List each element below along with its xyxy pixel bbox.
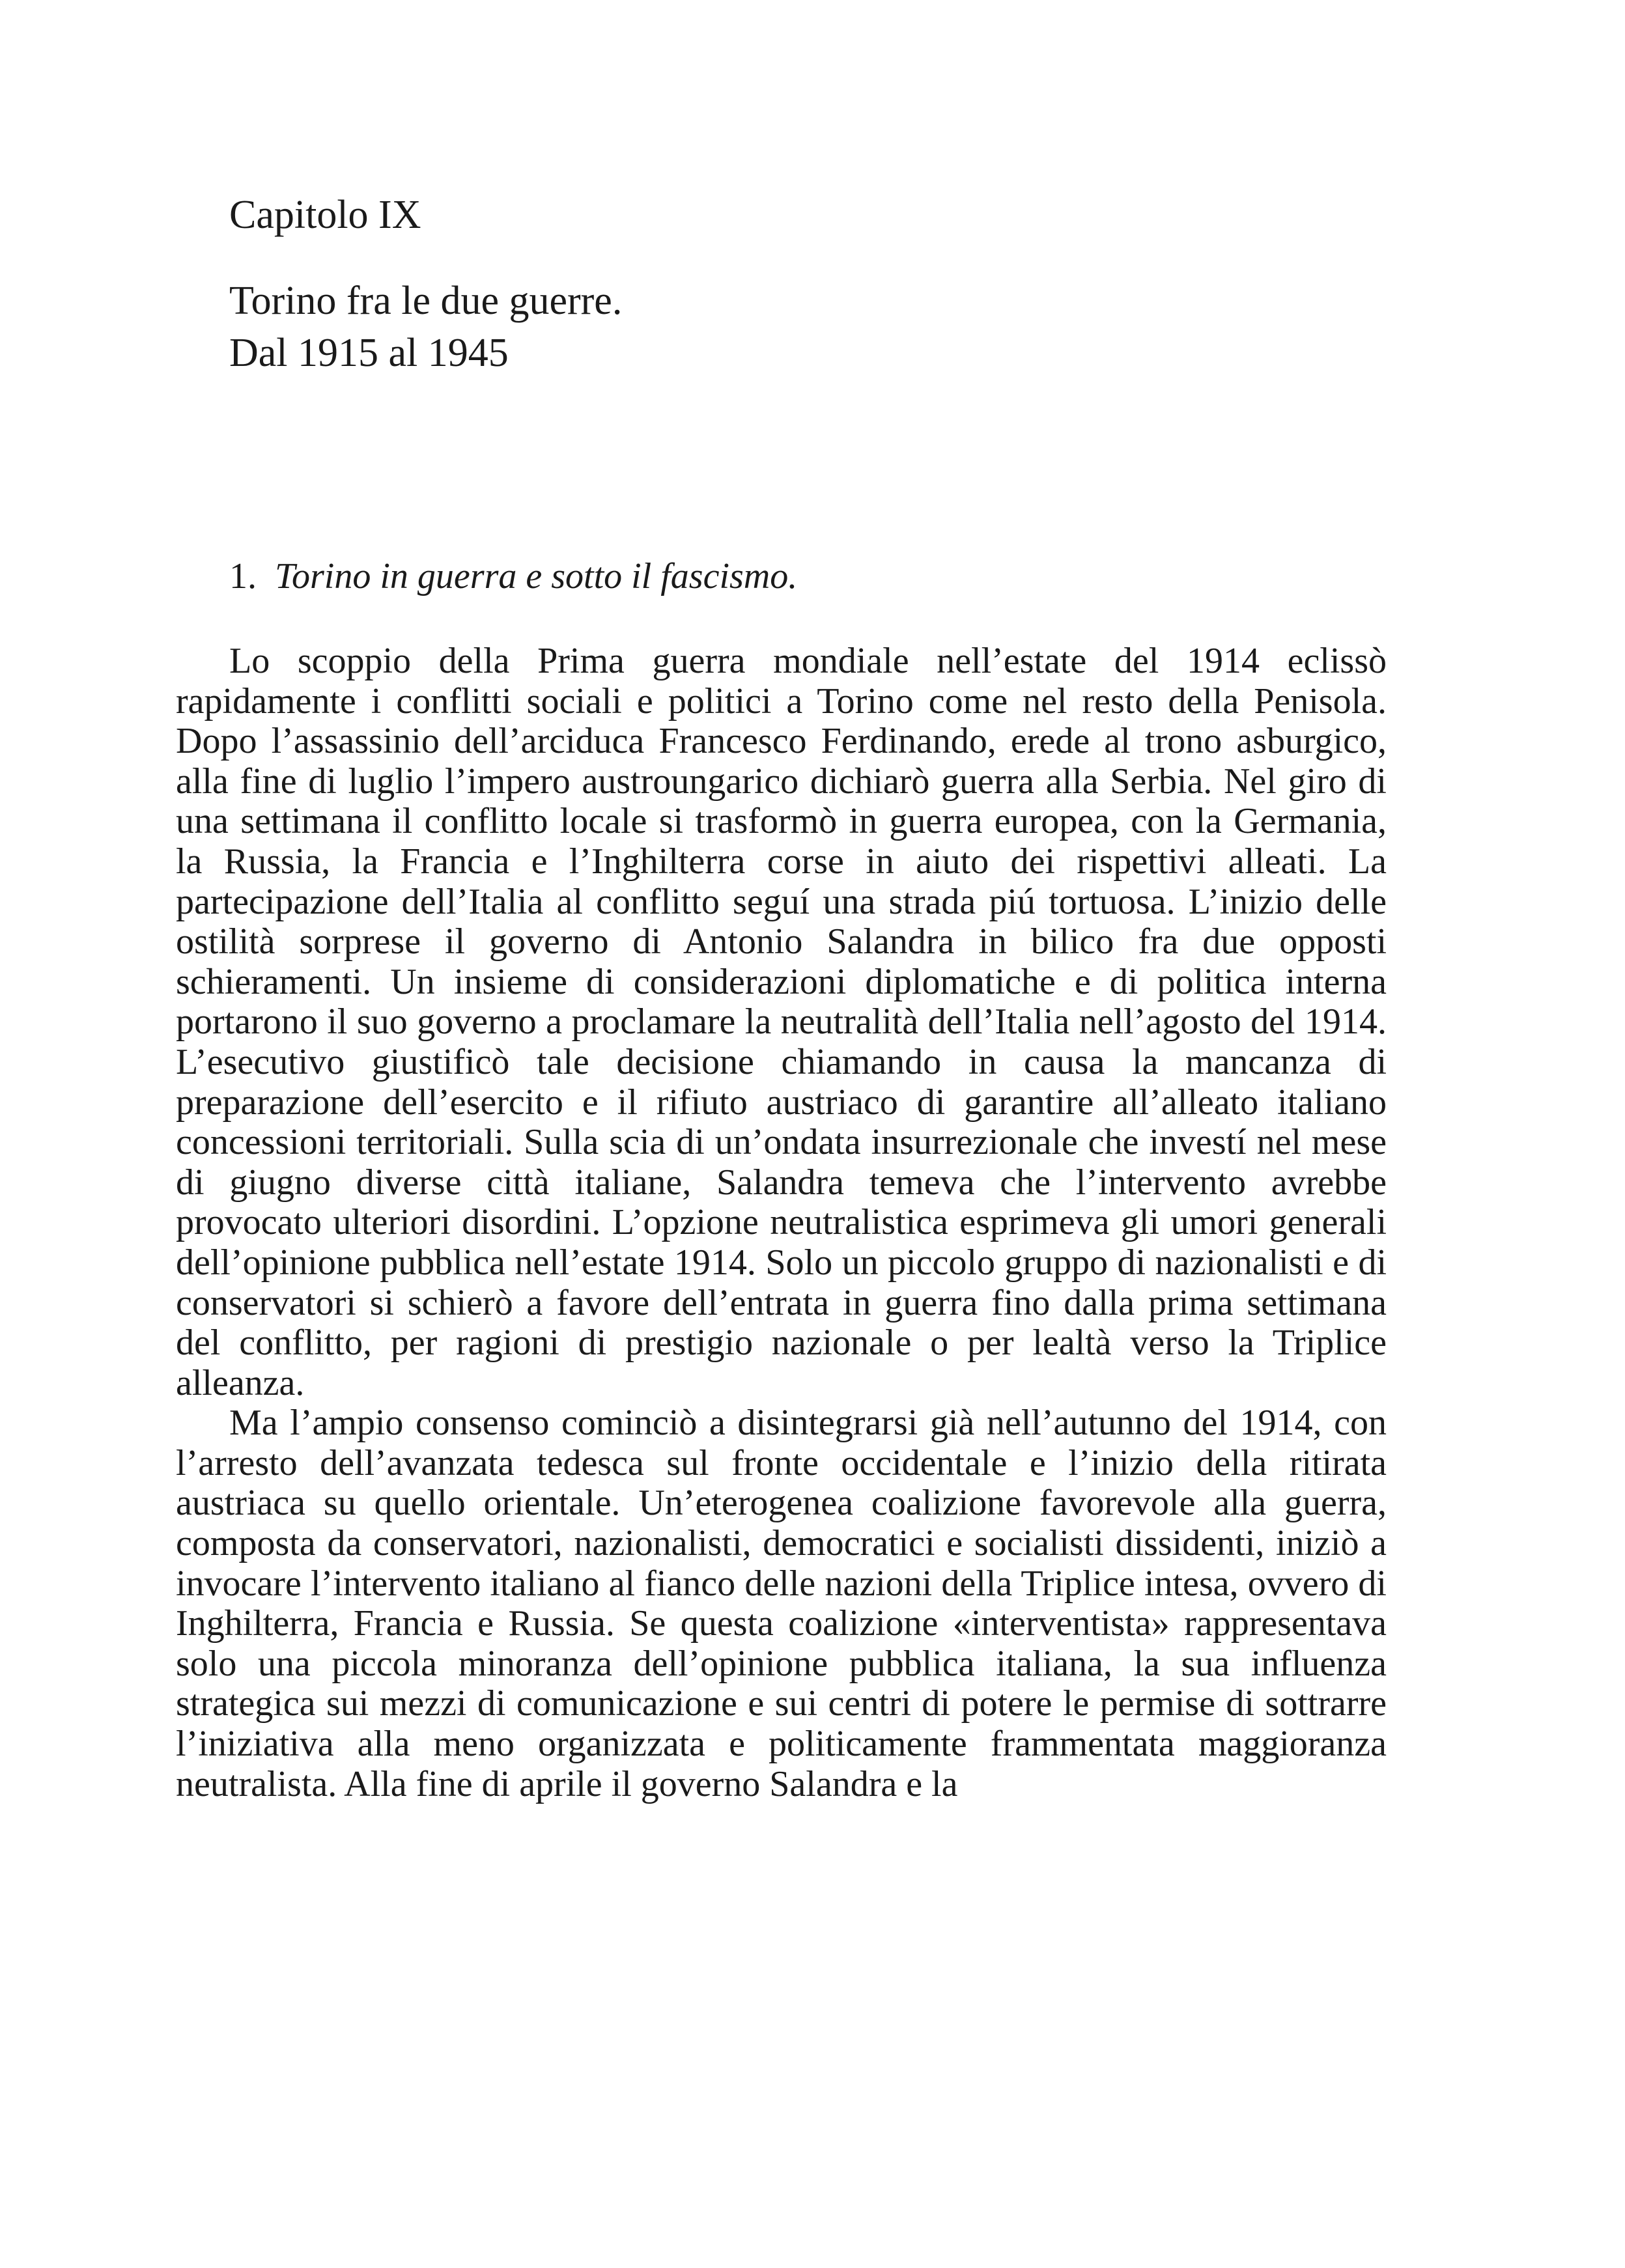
- body-text: [176, 641, 1387, 1804]
- chapter-title: [229, 275, 1336, 379]
- paragraph: Ma l’ampio consenso cominciò a disintegrarsi già nell’autunno del 1914, con l’arresto dell’avanzata tedesca sul fronte occidentale e l’inizio della ritirata austriaca su quello orientale. Un’eterogenea coalizione favorevole alla guerra, composta da conservatori, nazionalisti, democratici e socialisti dissidenti, iniziò a invocare l’intervento italiano al fianco delle nazioni della Triplice intesa, ovvero di Inghilterra, Francia e Russia. Se questa coalizione «interventista» rappresentava solo una piccola minoranza dell’opinione pubblica italiana, la sua influenza strategica sui mezzi di comunicazione e sui centri di potere le permise di sottrarre l’iniziativa alla meno organizzata e politicamente frammentata maggioranza neutralista. Alla fine di aprile il governo Salandra e la: [176, 1403, 1387, 1804]
- section-title: Torino in guerra e sotto il fascismo.: [275, 556, 798, 596]
- section-number: 1.: [229, 556, 257, 596]
- chapter-title-line-1: Torino fra le due guerre.: [229, 279, 623, 323]
- paragraph: Lo scoppio della Prima guerra mondiale nell’estate del 1914 eclissò rapidamente i conflitti sociali e politici a Torino come nel resto della Penisola. Dopo l’assassinio dell’arciduca Francesco Ferdinando, erede al trono asburgico, alla fine di luglio l’impero austroungarico dichiarò guerra alla Serbia. Nel giro di una settimana il conflitto locale si trasformò in guerra europea, con la Germania, la Russia, la Francia e l’Inghilterra corse in aiuto dei rispettivi alleati. La partecipazione dell’Italia al conflitto seguí una strada piú tortuosa. L’inizio delle ostilità sorprese il governo di Antonio Salandra in bilico fra due opposti schieramenti. Un insieme di considerazioni diplomatiche e di politica interna portarono il suo governo a proclamare la neutralità dell’Italia nell’agosto del 1914. L’esecutivo giustificò tale decisione chiamando in causa la mancanza di preparazione dell’esercito e il rifiuto austriaco di garantire all’alleato italiano concessioni territoriali. Sulla scia di un’ondata insurrezionale che investí nel mese di giugno diverse città italiane, Salandra temeva che l’intervento avrebbe provocato ulteriori disordini. L’opzione neutralistica esprimeva gli umori generali dell’opinione pubblica nell’estate 1914. Solo un piccolo gruppo di nazionalisti e di conservatori si schierò a favore dell’entrata in guerra fino dalla prima settimana del conflitto, per ragioni di prestigio nazionale o per lealtà verso la Triplice alleanza.: [176, 641, 1387, 1403]
- chapter-title-line-2: Dal 1915 al 1945: [229, 331, 509, 375]
- chapter-label: Capitolo IX: [229, 193, 421, 237]
- chapter-heading: [229, 189, 1336, 379]
- section-heading: [229, 553, 797, 599]
